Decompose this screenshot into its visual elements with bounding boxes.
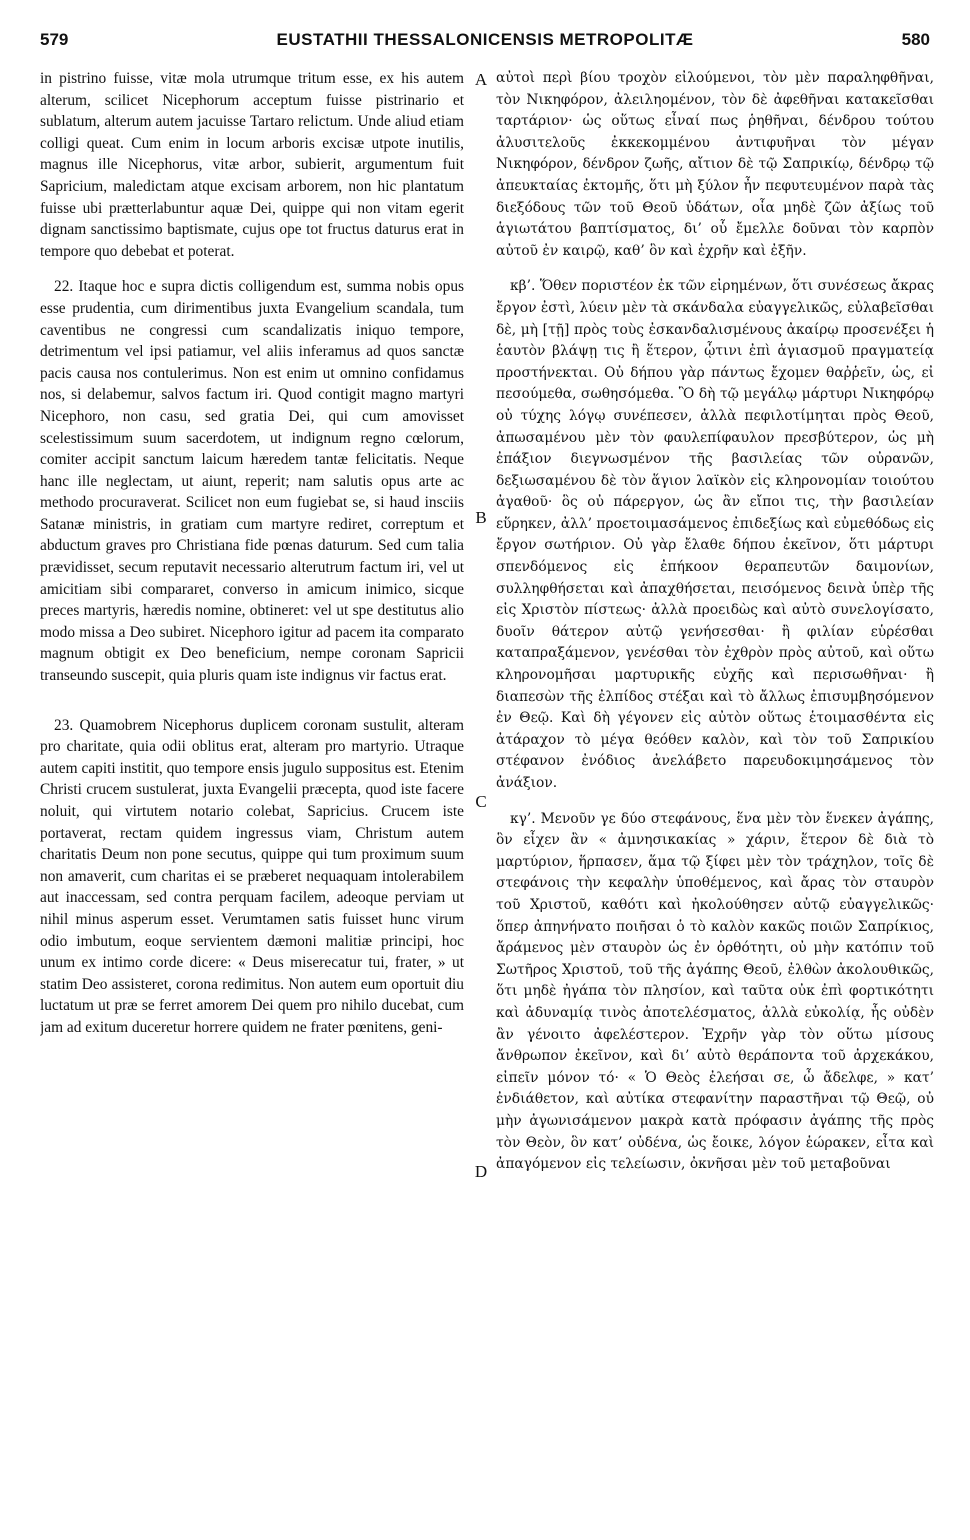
- page-number-left: 579: [40, 30, 69, 49]
- running-title: EUSTATHII THESSALONICENSIS METROPOLITÆ: [276, 30, 694, 49]
- latin-paragraph-23: 23. Quamobrem Nicephorus duplicem coronam sustulit, alteram pro charitate, quia odii oblitus erat, alteram pro martyrio. Utraque autem capiti institit, quo tempore ensis jugulo suppositus est. Etenim Christi crucem sustulerat, juxta Evangelii præcepta, quod iste facere noluit, qui virtutem notario colebat, Sapricius. Crucem iste portaverat, rectam quidem ingressus viam, Christum autem charitatis Deum non pone secutus, quippe qui tum proximum suum non amaverit, cum charitas ei se præberet nequaquam intolerabilem aut inaccessam, sed contra perquam facilem, adeoque perviam ut nihil minus asperum esset. Verumtamen satis fuisset hunc virum odio imbutum, eoque servientem dæmoni malitiæ principi, hoc unum ex intimo corde dicere: « Deus miserecatur tui, frater, » ut statim Deo assisteret, corona redimitus. Non autem eum oportuit diu luctatum ut præ se ferret amorem Dei quem pro nihilo ducebat, cum jam ad exitum duceretur horrere quidem ne frater pœnitens, geni-: [40, 716, 464, 1036]
- margin-marker-d: D: [474, 1162, 488, 1181]
- greek-paragraph-1: αὐτοὶ περὶ βίου τροχὸν εἰλούμενοι, τὸν μὲν παραληφθῆναι, τὸν Νικηφόρον, ἀλειληομένον, τὸν δὲ ἀφεθῆναι κατακεῖσθαι ταρτάριον· ὡς οὕτως εἶναί πως ῥηθῆναι, δένδρου τούτου ἀλυσιτελοῦς ἐκκεκομμένου ἀντιφυῆναι τὸν μέγαν Νικηφόρον, δένδρον ζωῆς, αἴτιον δὲ τῷ Σαπρικίῳ, δένδρῳ τῷ ἀπευκταίας ἐκτομῆς, ὅτι μὴ ξύλον ἦν πεφυτευμένον παρὰ τὰς διεξόδους τῶν τοῦ Θεοῦ ὑδάτων, οἷα μηδὲ ζῶν ἀξίως τοῦ ἁγιωτάτου βαπτίσματος, δι’ οὗ ἔμελλε δοῦναι τὸν καρπὸν αὐτοῦ ἐν καιρῷ, καθ’ ὃν καὶ ἐχρῆν καὶ ἐξῆν.: [496, 70, 934, 259]
- latin-paragraph-22: 22. Itaque hoc e supra dictis colligendum est, summa nobis opus esse prudentia, cum dirimentibus juxta Evangelium scandala, tum caventibus ne congressi cum scandalizatis iniquo tempore, detrimentum vel ipsi patiamur, vel aliis inferamus ad quos sanctæ pacis causa nos contulerimus. Non est enim ut omnino confidamus nos, si delabemur, salvos factum iri. Quod contigit magno martyri Nicephoro, non casu, sed gratia Dei, qui cum amovisset scelestissimum suum sacerdotem, ut indignum regno cœlorum, comiter accipit sanctum laicum hæredem tantæ felicitatis. Neque hanc ille neglectam, ut aiunt, reperit; nam salutis opus arte ac methodo procuraverat. Scilicet non eum fugiebat se, si haud insciis Satanæ ministris, in gratiam cum martyre rediret, correptum et abductum graves pro Christiana fide pœnas daturum. Sed cum talia prævidisset, secum reputavit necessario alterutrum factum iri, vel ut amicitiam sibi compararet, converso in amicum inimico, sicque preces martyris, hæredis nomine, obtineret: vel ut spe destitutus alio modo missa a Deo subiret. Nicephoro igitur ad pacem ita comparato magnum obtigit ex Deo beneficium, nempe coronam Sapricii transeundo suscepit, quia pluris quam iste indignus vir factus erat.: [40, 278, 464, 685]
- greek-paragraph-22: κβ’. Ὅθεν ποριστέον ἐκ τῶν εἰρημένων, ὅτι συνέσεως ἄκρας ἔργον ἐστὶ, λύειν μὲν τὰ σκάνδαλα εὐαγγελικῶς, εὐλαβεῖσθαι δὲ, μὴ [τῇ] πρὸς τοὺς ἐσκανδαλισμένους ἀκαίρῳ προσενέξει ἡ ἑαυτὸν βλάψῃ τις ἢ ἕτερον, ᾧτινι ἐπὶ ἁγιασμοῦ πραγματείᾳ προστήνεκται. Οὐ δήπου γὰρ πάντως ἔχομεν θαῤῥεῖν, ὡς, εἰ πεσούμεθα, σωθησόμεθα. Ὃ δὴ τῷ μεγάλῳ μάρτυρι Νικηφόρῳ οὐ τύχης λόγῳ συνέπεσεν, ἀλλὰ πεφιλοτίμηται πρὸς Θεοῦ, ἀπωσαμένου μὲν τὸν φαυλεπίφαυλον πρεσβύτερον, ὡς μὴ ἐπάξιον διεγνωσμένον τῆς βασιλείας τῶν οὐρανῶν, δεξιωσαμένου δὲ τὸν ἅγιον λαϊκὸν εἰς κληρονομίαν τοιούτου ἀγαθοῦ· ὃς οὐ πάρεργον, ὡς ἂν εἴποι τις, τὴν βασιλείαν εὕρηκεν, ἀλλ’ προετοιμασάμενος ἐπιδεξίως καὶ εὐμεθόδως εἰς ἔργον σωτήριον. Οὐ γὰρ ἔλαθε δήπου ἐκεῖνον, ὅτι μάρτυρι σπενδόμενος εἰς ἐπήκοον θεραπευτῶν δαιμονίων, συλληφθήσεται καὶ ἀπαχθήσεται, πεισόμενος δεινὰ ὑπὲρ τῆς εἰς Χριστὸν πίστεως· ἀλλὰ προειδὼς καὶ αὐτὸ συνελογίσατο, δυοῖν θάτερον αὐτῷ γενήσεσθαι· ἢ φιλίαν εὑρέσθαι καταπραξάμενον, γενέσθαι τὸν ἐχθρὸν πρὸς αὐτοῦ, καὶ οὕτω κληρονομῆσαι μαρτυρικῆς εὐχῆς καὶ περισωθῆναι· ἢ διαπεσὼν τῆς ἐλπίδος στέξαι καὶ τὸ ἄλλως ἐπισυμβησόμενον ἐν Θεῷ. Καὶ δὴ γέγονεν εἰς αὐτὸν οὕτως ἑτοιμασθέντα εἰς ἀτάραχον τὸ μέγα θεόθεν καλὸν, καὶ τὸν τοῦ Σαπρικίου στέφανον ἐνόδιος ἀνελάβετο παρευδοκιμησάμενος τὸν ἀνάξιον.: [496, 278, 934, 791]
- latin-paragraph-1: in pistrino fuisse, vitæ mola utrumque tritum esse, ex his autem alterum, scilicet Nicephorum acceptum fuisse pistrinario et sublatum, alterum autem jacuisse Tartaro relictum. Unde aliud etiam colligi queat. Cum enim in locum arboris excisæ utpote inutilis, magnus ille Nicephorus, vitæ arbor, subierit, argumentum fuit Sapricium, maledictam atque excisam arborem, non hic plantatum fuisse ubi prætterlabuntur aquæ Dei, quippe qui non vitam egerit dignam sanctissimo baptismate, cujus ope tot fructus daturus erat in tempore quo debebat et poterat.: [40, 70, 464, 260]
- margin-marker-a: A: [474, 70, 488, 89]
- latin-column: [40, 68, 464, 1520]
- running-header: [40, 30, 930, 66]
- page-number-right: 580: [901, 30, 930, 49]
- greek-column: [496, 68, 934, 1520]
- greek-paragraph-23: κγ’. Μενοῦν γε δύο στεφάνους, ἕνα μὲν τὸν ἕνεκεν ἀγάπης, ὃν εἶχεν ἂν « ἀμνησικακίας » χάριν, ἕτερον δὲ διὰ τὸ μαρτύριον, ἥρπασεν, ἅμα τῷ ξίφει μὲν τὸν τράχηλον, τοῖς δὲ στεφάνοις τὴν κεφαλὴν ὑποθέμενος, καὶ ἄρας τὸν σταυρὸν τοῦ Χριστοῦ, καθότι καὶ ἠκολούθησεν αὐτῷ εὐαγγελικῶς· ὅπερ ἀπηνήνατο ποιῆσαι ὁ τὸ καλὸν κακῶς ποιῶν Σαπρίκιος, ἄράμενος μὲν σταυρὸν ὡς ἐν ὀρθότητι, οὐ μὴν κατόπιν τοῦ Σωτῆρος Χριστοῦ, τοῦ τῆς ἀγάπης Θεοῦ, ἐλθὼν ἀκολουθικῶς, ὅτι μηδὲ ἠγάπα τὸν πλησίον, καὶ ταῦτα οὐκ ἐπὶ φορτικότητι καὶ ἀδυναμίᾳ τινὸς ἀποτελέσματος, ἀλλὰ εὐκολίᾳ, ἧς οὐδὲν ἂν γένοιτο ἀφελέστερον. Ἐχρῆν γὰρ τὸν οὕτω μίσους ἄνθρωπον ἐκεῖνον, καὶ δι’ αὐτὸ θεράποντα τοῦ ἀρχεκάκου, εἰπεῖν μόνον τό· « Ὁ Θεὸς ἐλεήσαι σε, ὦ ἄδελφε, » κατ’ ἐνδιάθετον, καὶ αὐτίκα στεφανίτην παραστῆναι τῷ Θεῷ, οὐ μὴν ἀγωνισάμενον μακρὰ κατὰ πρόφασιν ἀγάπης τῆς πρὸς τὸν Θεὸν, ὃν κατ’ οὐδένα, ὡς ἔοικε, λόγον ἑώρακεν, εἶτα καὶ ἀπαγόμενον εἰς τελείωσιν, ὀκνῆσαι μὲν τοῦ μεταβοῦναι: [496, 810, 934, 1173]
- margin-marker-b: B: [475, 508, 487, 527]
- margin-marker-c: C: [475, 792, 487, 811]
